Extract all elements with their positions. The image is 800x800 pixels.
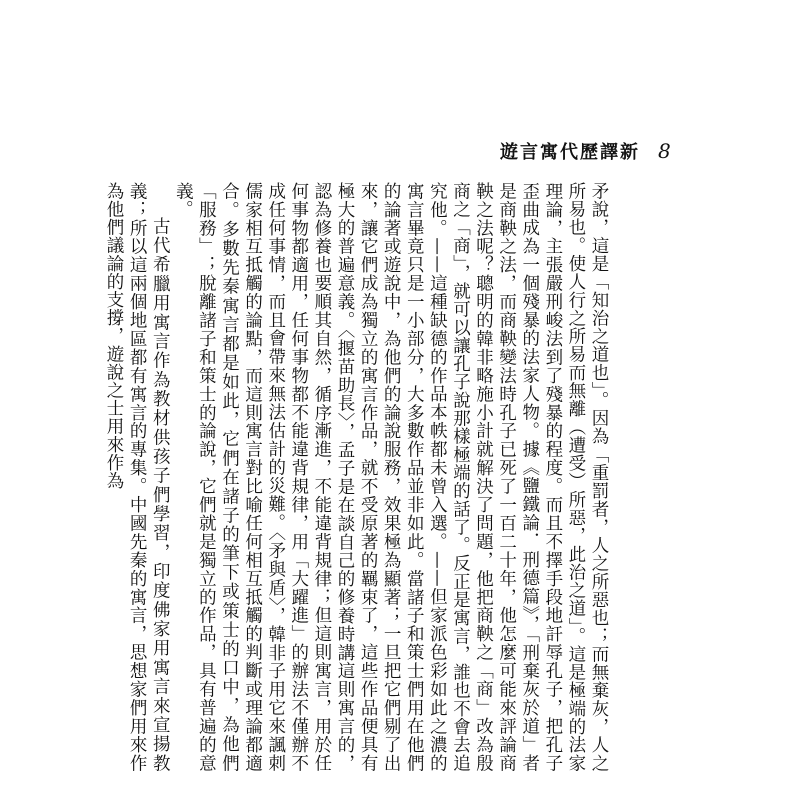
paragraph: 古代希臘用寓言作為教材供孩子們學習，印度佛家用寓言來宣揚教義；所以這兩個地區都有寓言的專集。中國先秦的寓言，思想家們用來作為他們議論的支撐，遊說之士用來作為 [104,182,171,772]
body-text [104,182,610,772]
paragraph: 矛說，這是「知治之道也」。因為「重罰者，人之所惡也；而無棄灰，人之所易也。使人行之所易而無離（遭受）所惡，此治之道」。這是極端的法家理論，主張嚴刑峻法到了殘暴的程度。而且不擇手段地訐辱孔子，把孔子歪曲成為一個殘暴的法家人物。據《鹽鐵論．刑德篇》，「刑棄灰於道」者是商鞅之法，而商鞅變法時孔子已死了一百二十年，他怎麼可能來評論商鞅之法呢？聰明的韓非略施小計就解決了問題，他把商鞅之「商」改為殷商之「商」，就可以讓孔子說那樣極端的話了。反正是寓言，誰也不會去追究他。——這種缺德的作品本帙都未曾入選。——但家派色彩如此之濃的寓言畢竟只是一小部分，大多數作品並非如此。當諸子和策士們用在他們的論著或遊說中，為他們的論說服務，效果極為顯著；一旦把它們剔了出來，讓它們成為獨立的寓言作品，就不受原著的羈束了，這些作品便具有極大的普遍意義。〈揠苗助長〉，孟子是在談自己的修養時講這則寓言的，認為修養也要順其自然，循序漸進，不能違背規律；但這則寓言，用於任何事物都適用，任何事物都不能違背規律，用「大躍進」的辦法不僅辦不成任何事情，而且會帶來無法估計的災難。〈矛與盾〉，韓非子用它來諷刺儒家相互抵觸的論點，而這則寓言對比喻任何相互抵觸的判斷或理論都適合。多數先秦寓言都是如此，它們在諸子的筆下或策士的口中，為他們「服務」；脫離諸子和策士的論說，它們就是獨立的作品，具有普遍的意義。 [173,182,609,772]
page-number: 8 [658,139,671,163]
page-header [500,138,671,164]
running-title: 遊言寓代歷譯新 [500,142,640,163]
